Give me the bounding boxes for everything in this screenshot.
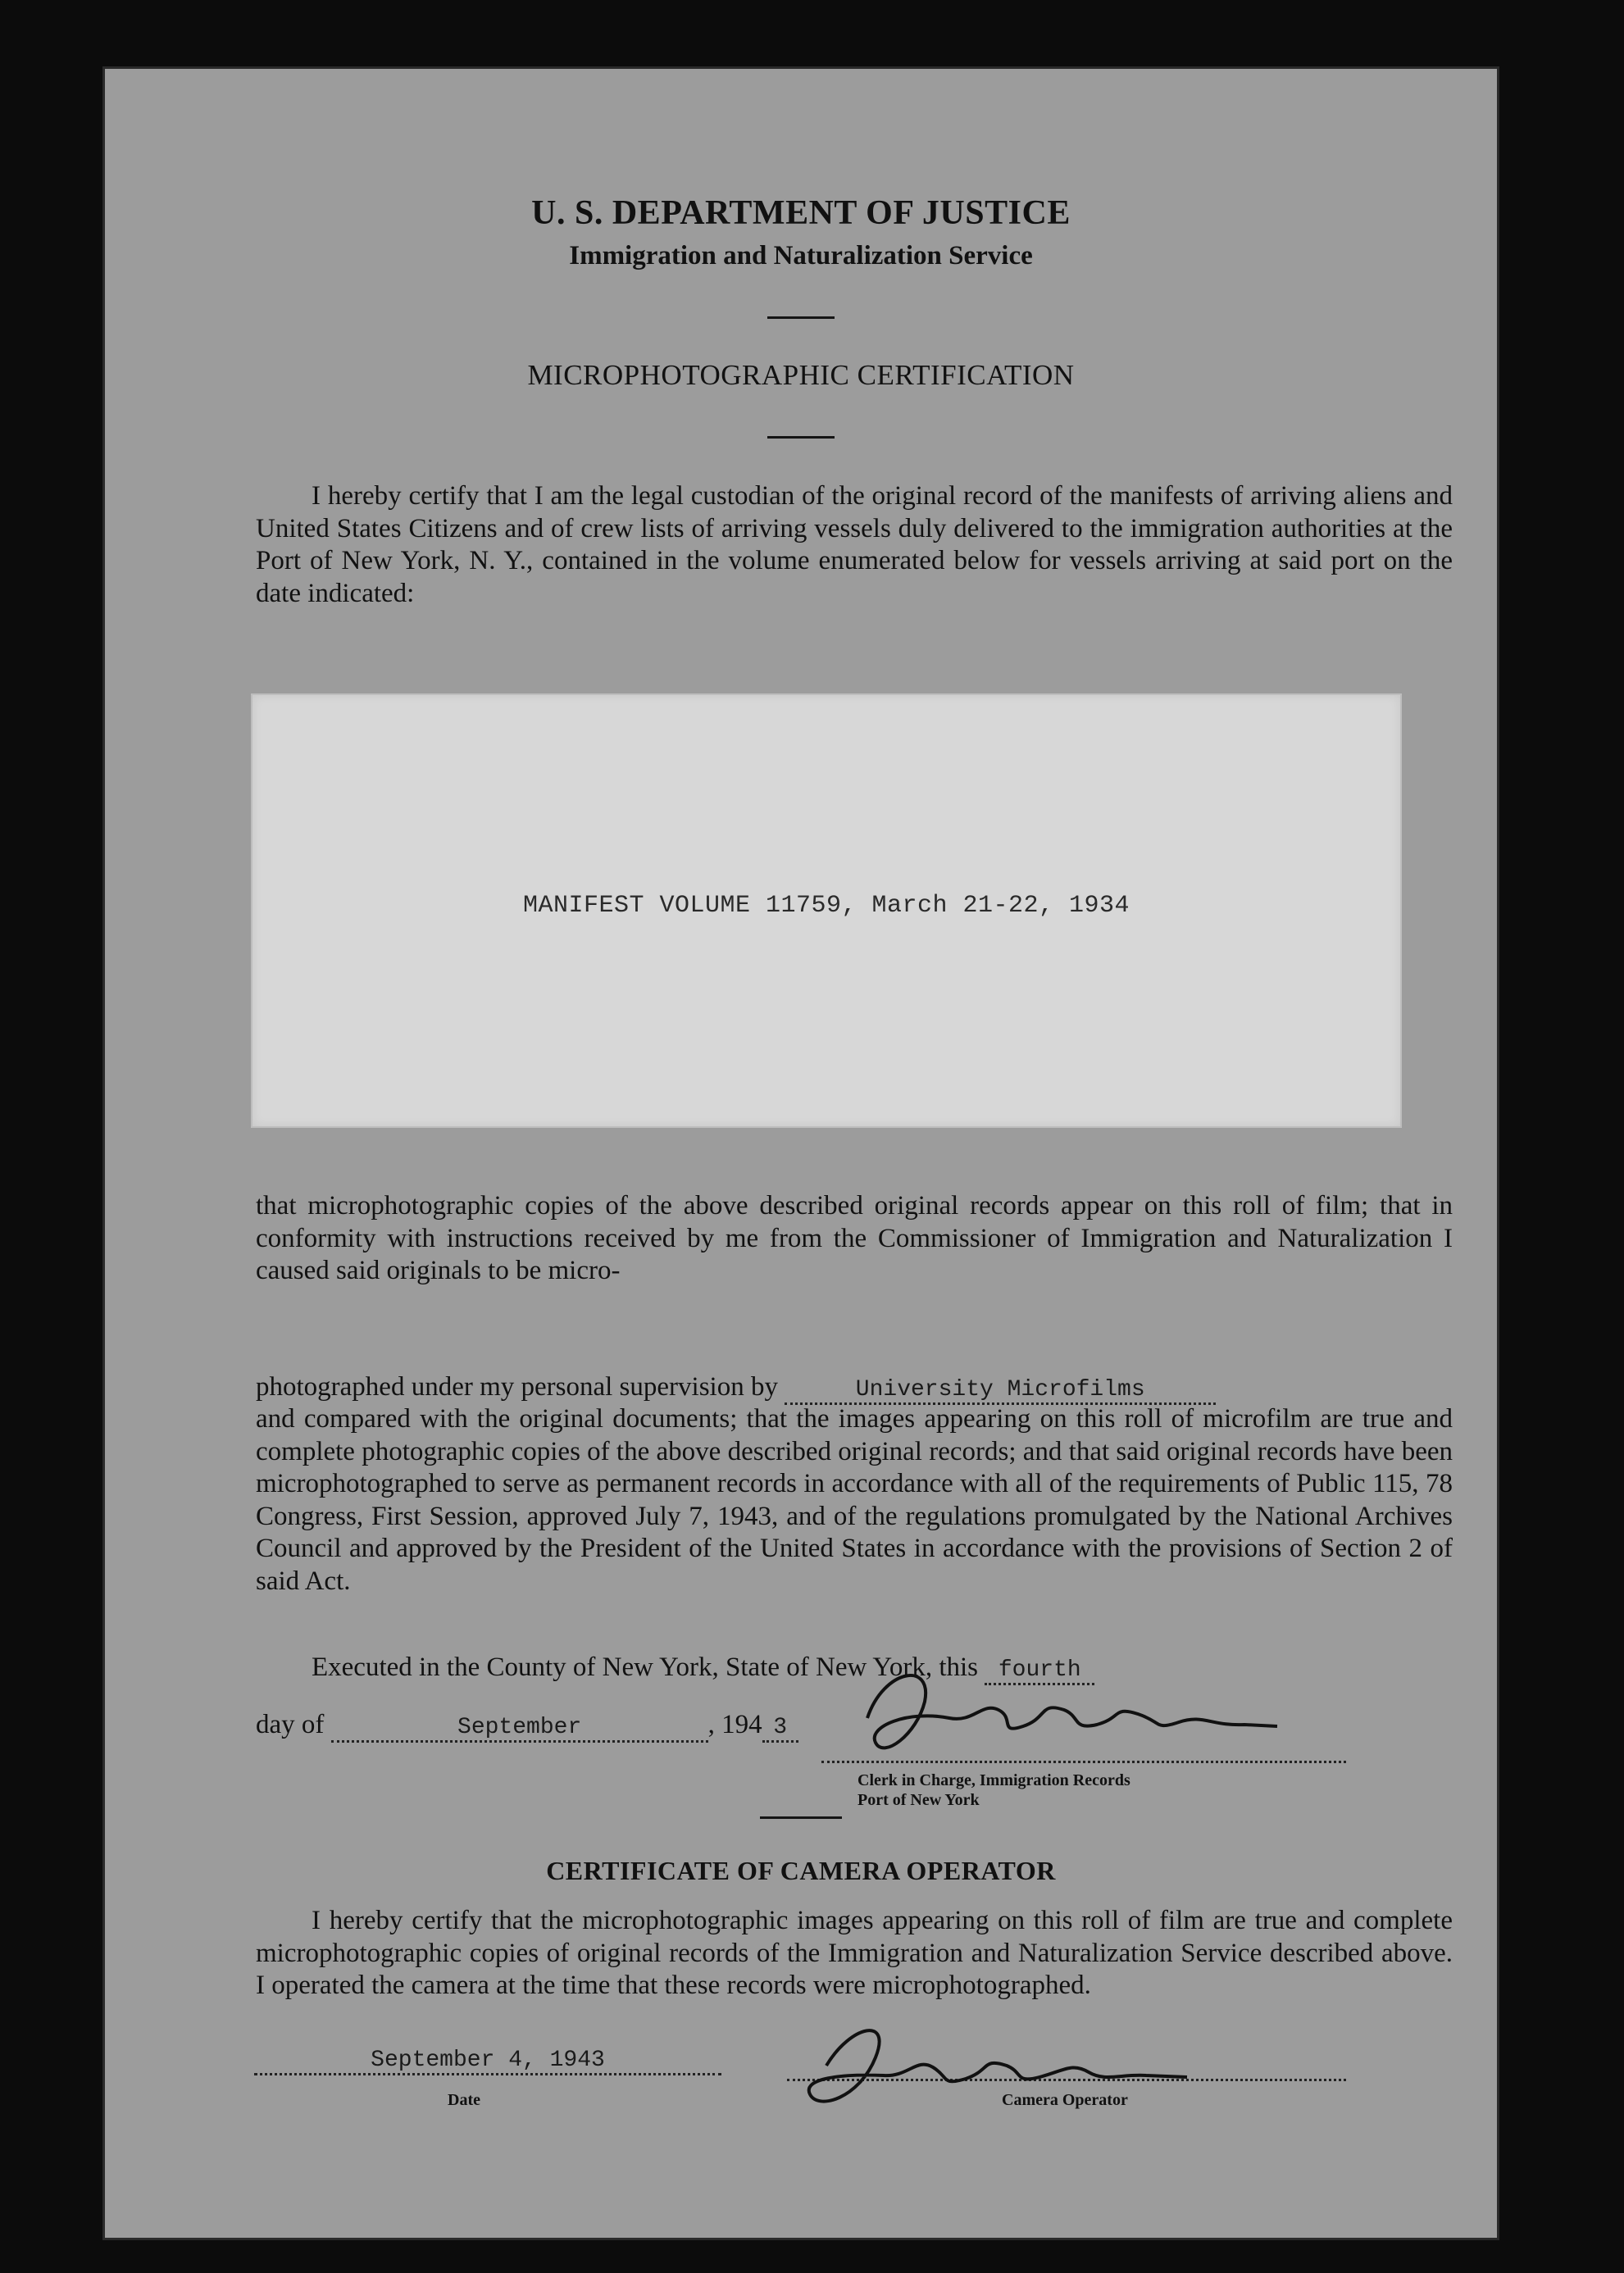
year-prefix: , 194 (707, 1710, 762, 1739)
divider-rule (767, 436, 835, 439)
supervisor-value: University Microfilms (855, 1377, 1145, 1402)
execution-day-value: fourth (998, 1657, 1081, 1683)
operator-signature (777, 2008, 1203, 2115)
month-field (331, 1710, 708, 1743)
manifest-volume-text: MANIFEST VOLUME 11759, March 21-22, 1934 (522, 892, 1130, 920)
body-paragraph-part2: and compared with the original documents; that the images appearing on this roll of microfilm are true and complete photographic copies of the above described original records; and that said original records have been microphotographed to serve as permanent records in accordance with all of the requirements of Public 115, 78 Congress, First Session, approved July 7, 1943, and of the regulations promulgated by the National Archives Council and approved by the President of the United States in accordance with the provisions of Section 2 of said Act. (256, 1404, 1453, 1596)
supervision-line (256, 1372, 1216, 1405)
operator-label: Camera Operator (1002, 2091, 1128, 2109)
year-digit-field (762, 1710, 798, 1743)
supervisor-field (785, 1372, 1216, 1405)
divider-rule (767, 316, 835, 319)
body-paragraph-part1: that microphotographic copies of the above described original records appear on this roll of film; that in conformity with instructions received by me from the Commissioner of Immigration and Naturalization I caused said originals to be micro- (256, 1191, 1453, 1285)
volume-card (251, 693, 1402, 1128)
date-label: Date (448, 2091, 480, 2109)
intro-paragraph: I hereby certify that I am the legal custodian of the original record of the manifests of arriving aliens and United States Citizens and of crew lists of arriving vessels duly delivered to the immigration authorities at the Port of New York, N. Y., contained in the volume enumerated below for vessels arriving at said port on the date indicated: (256, 481, 1453, 608)
camera-certificate-title: CERTIFICATE OF CAMERA OPERATOR (546, 1856, 1056, 1885)
clerk-caption-line1: Clerk in Charge, Immigration Records (857, 1771, 1130, 1789)
supervision-prefix: photographed under my personal supervision by (256, 1372, 778, 1402)
year-digit-value: 3 (773, 1715, 788, 1740)
camera-certificate-paragraph: I hereby certify that the microphotographic images appearing on this roll of film are true and complete microphotographic copies of original records of the Immigration and Naturalization Service described above. I operated the camera at the time that these records were microphotographed. (256, 1906, 1453, 2000)
clerk-signature (835, 1652, 1294, 1767)
certification-title: MICROPHOTOGRAPHIC CERTIFICATION (527, 359, 1075, 391)
certificate-sheet (105, 69, 1497, 2238)
department-heading: U. S. DEPARTMENT OF JUSTICE (531, 194, 1071, 232)
execution-prefix: Executed in the County of New York, State of New York, this (312, 1652, 979, 1682)
divider-rule (760, 1816, 842, 1819)
day-of-line (256, 1710, 798, 1743)
day-of-label: day of (256, 1710, 325, 1739)
date-value: September 4, 1943 (371, 2048, 605, 2073)
service-subheading: Immigration and Naturalization Service (569, 241, 1033, 270)
month-value: September (457, 1715, 582, 1740)
date-field (254, 2048, 721, 2075)
clerk-caption-line2: Port of New York (857, 1791, 980, 1809)
